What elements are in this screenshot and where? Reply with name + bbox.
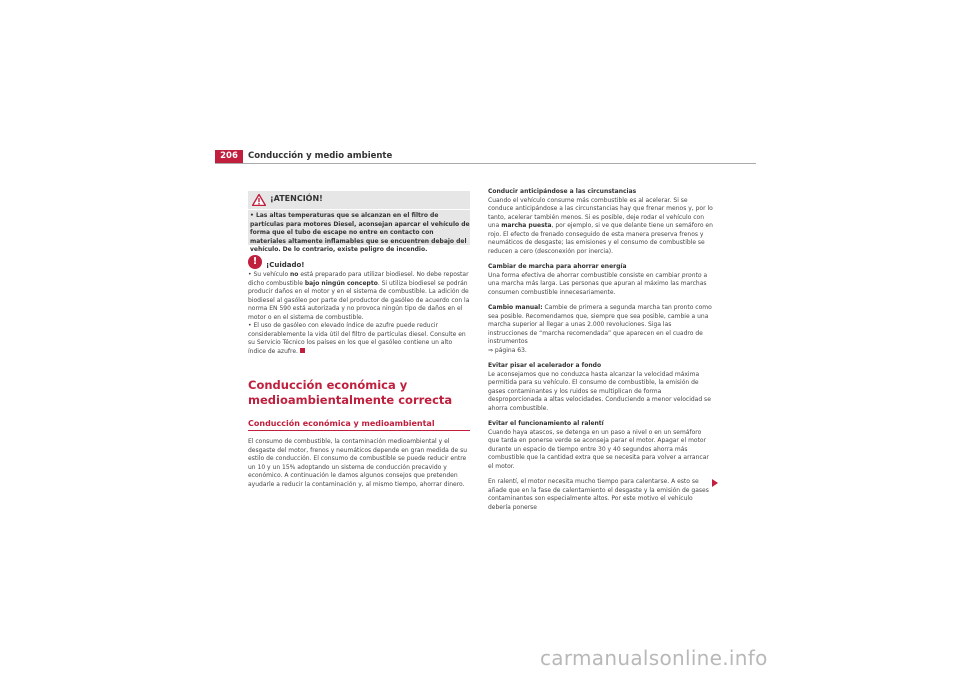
header-rule [215, 163, 756, 164]
warning-text: • Las altas temperaturas que se alcanzan en el filtro de partículas para motores Diesel, aconsejan aparcar el vehículo de forma que el tubo de escape no entre en contacto con materiales altamente inflamables que se encuentren debajo del vehículo. De lo contrario, existe peligro de incendio. [250, 212, 470, 253]
paragraph: Conducir anticipándose a las circunstancias Cuando el vehículo consume más combustible es al acelerar. Si se conduce anticipándose a las circunstancias hay que frenar menos y, por lo tanto, acelerar también menos. Si es posible, deje rodar el vehículo con una marcha puesta, por ejemplo, si ve que delante tiene un semáforo en rojo. El efecto de frenado conseguido de esta manera preserva frenos y neumáticos de desgaste; las emisiones y el consumo de combustible se reducen a cero (desconexión por inercia). [488, 188, 713, 255]
warning-title: ¡ATENCIÓN! [270, 194, 323, 203]
right-column [488, 188, 713, 519]
caution-exclamation-icon: ! [248, 255, 262, 269]
continue-arrow-icon [712, 479, 718, 487]
paragraph: En ralentí, el motor necesita mucho tiempo para calentarse. A esto se añade que en la fase de calentamiento el desgaste y la emisión de gases contaminantes son especialmente altos. Por este motivo el vehículo debería ponerse [488, 478, 709, 511]
section-title: Conducción económica y medioambientalmente correcta [248, 378, 453, 407]
running-header: Conducción y medio ambiente [248, 151, 393, 161]
caution-item: • Su vehículo no está preparado para utilizar biodiesel. No debe repostar dicho combustible bajo ningún concepto. Si utiliza biodiesel se podrán producir daños en el motor y en el sistema de combustible. La adición de biodiesel al gasóleo por parte del productor de gasóleo de acuerdo con la norma EN 590 está autorizada y no provoca ningún tipo de daños en el motor o en el sistema de combustible. [248, 271, 470, 321]
paragraph: Evitar el funcionamiento al ralentí Cuando haya atascos, se detenga en un paso a nivel o en un semáforo que tarda en ponerse verde se aconseja parar el motor. Apagar el motor durante un espacio de tiempo entre 30 y 40 segundos ahorra más combustible que la cantidad extra que se necesita para volver a arrancar el motor. [488, 420, 709, 470]
warning-header [248, 191, 470, 209]
end-mark-icon [300, 348, 305, 353]
bullet-icon: • [250, 212, 256, 219]
paragraph: Cambiar de marcha para ahorrar energía Una forma efectiva de ahorrar combustible consiste en cambiar pronto a una marcha más larga. Las personas que apuran al máximo las marchas consumen combustible innecesariamente. [488, 263, 708, 296]
watermark: carmanualsonline.info [540, 646, 768, 670]
warning-divider [248, 209, 470, 210]
subsection-rule [248, 430, 470, 431]
intro-paragraph: El consumo de combustible, la contaminación medioambiental y el desgaste del motor, frenos y neumáticos depende en gran medida de su estilo de conducción. El consumo de combustible se puede reducir entre un 10 y un 15% adoptando un sistema de conducción precavido y económico. A continuación le damos algunos consejos que pretenden ayudarle a reducir la contaminación y, al mismo tiempo, ahorrar dinero. [248, 438, 468, 488]
subsection-title: Conducción económica y medioambiental [248, 419, 435, 428]
paragraph: Cambio manual: Cambie de primera a segunda marcha tan pronto como sea posible. Recomendamos que, siempre que sea posible, cambie a una marcha superior al llegar a unas 2.000 revoluciones. Siga las instrucciones de “marcha recomendada” que aparecen en el cuadro de instrumentos ⇒ página 63. [488, 304, 712, 354]
caution-text [248, 271, 470, 356]
caution-title: ¡Cuidado! [266, 261, 305, 269]
warning-triangle-icon [252, 194, 266, 206]
caution-item: • El uso de gasóleo con elevado índice de azufre puede reducir considerablemente la vida útil del filtro de partículas diesel. Consulte en su Servicio Técnico los países en los que el gasóleo contiene un alto índice de azufre. [248, 322, 466, 355]
page-number: 206 [215, 150, 243, 163]
page-link[interactable]: ⇒ página 63. [488, 346, 527, 354]
paragraph: Evitar pisar el acelerador a fondo Le aconsejamos que no conduzca hasta alcanzar la velocidad máxima permitida para su vehículo. El consumo de combustible, la emisión de gases contaminantes y los ruidos se multiplican de forma desproporcionada a altas velocidades. Conduciendo a menor velocidad se ahorra combustible. [488, 362, 711, 412]
